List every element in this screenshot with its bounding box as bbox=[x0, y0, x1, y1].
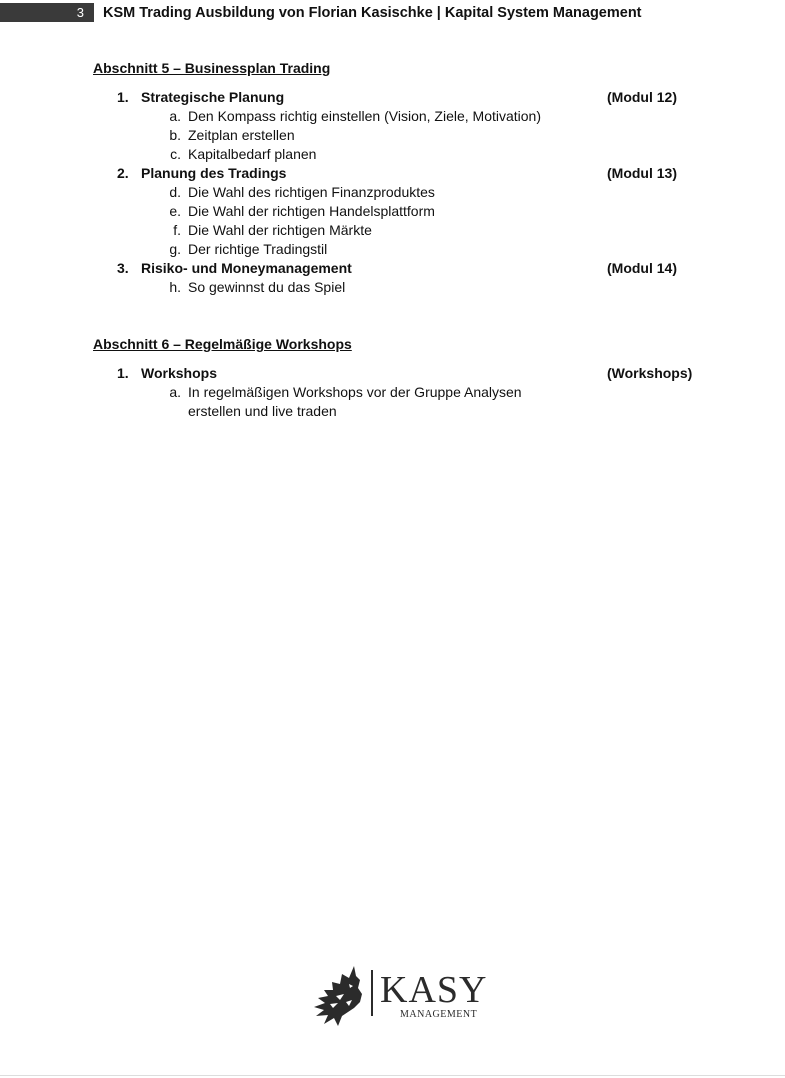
page-header bbox=[0, 3, 785, 23]
sub-item-text: erstellen und live traden bbox=[188, 403, 337, 419]
sub-item-text: Den Kompass richtig einstellen (Vision, Ziele, Motivation) bbox=[188, 108, 542, 124]
sub-list-item bbox=[93, 278, 713, 297]
sub-item-letter: g. bbox=[169, 241, 181, 257]
sub-list-item bbox=[93, 126, 713, 145]
sub-list-item bbox=[93, 107, 713, 126]
sub-item-text: Der richtige Tradingstil bbox=[188, 241, 328, 257]
section-title: Abschnitt 5 – Businessplan Trading bbox=[93, 60, 331, 76]
sub-item-text: Die Wahl der richtigen Märkte bbox=[188, 222, 372, 238]
item-module: (Workshops) bbox=[607, 365, 693, 381]
list-item bbox=[93, 364, 713, 383]
sub-item-letter: f. bbox=[173, 222, 181, 238]
sub-list-item bbox=[93, 202, 713, 221]
item-title: Strategische Planung bbox=[141, 89, 285, 105]
section-title: Abschnitt 6 – Regelmäßige Workshops bbox=[93, 336, 352, 352]
page-number: 3 bbox=[76, 5, 84, 20]
sub-item-text: Die Wahl der richtigen Handelsplattform bbox=[188, 203, 435, 219]
sub-list-item bbox=[93, 402, 713, 421]
item-number: 3. bbox=[117, 260, 129, 276]
item-title: Risiko- und Moneymanagement bbox=[141, 260, 352, 276]
sub-item-letter: e. bbox=[169, 203, 181, 219]
wolf-head-icon bbox=[302, 962, 368, 1028]
sub-list-item bbox=[93, 145, 713, 164]
footer-divider bbox=[0, 1075, 785, 1076]
item-module: (Modul 13) bbox=[607, 165, 677, 181]
item-number: 2. bbox=[117, 165, 129, 181]
sub-list-item bbox=[93, 240, 713, 259]
item-number: 1. bbox=[117, 365, 129, 381]
list-item bbox=[93, 88, 713, 107]
sub-item-text: In regelmäßigen Workshops vor der Gruppe Analysen bbox=[188, 384, 522, 400]
sub-item-text: Zeitplan erstellen bbox=[188, 127, 295, 143]
sub-item-letter: c. bbox=[170, 146, 181, 162]
section-5 bbox=[93, 59, 713, 297]
logo-subtitle: MANAGEMENT bbox=[400, 1009, 478, 1020]
list-item bbox=[93, 164, 713, 183]
logo-wordmark: KASY bbox=[380, 969, 488, 1011]
sub-item-letter: b. bbox=[169, 127, 181, 143]
sub-item-letter: d. bbox=[169, 184, 181, 200]
item-title: Workshops bbox=[141, 365, 217, 381]
sub-item-letter: a. bbox=[169, 108, 181, 124]
header-title: KSM Trading Ausbildung von Florian Kasischke | Kapital System Management bbox=[103, 5, 642, 21]
item-module: (Modul 12) bbox=[607, 89, 677, 105]
logo-divider bbox=[371, 970, 373, 1016]
section-6 bbox=[93, 335, 713, 421]
sub-list-item bbox=[93, 383, 713, 402]
page-number-box bbox=[0, 3, 94, 22]
list-item bbox=[93, 259, 713, 278]
sub-item-text: Kapitalbedarf planen bbox=[188, 146, 317, 162]
kasy-logo bbox=[302, 960, 488, 1030]
item-module: (Modul 14) bbox=[607, 260, 677, 276]
sub-item-letter: h. bbox=[169, 279, 181, 295]
sub-item-text: So gewinnst du das Spiel bbox=[188, 279, 346, 295]
sub-list-item bbox=[93, 221, 713, 240]
item-title: Planung des Tradings bbox=[141, 165, 287, 181]
sub-item-text: Die Wahl des richtigen Finanzproduktes bbox=[188, 184, 435, 200]
item-number: 1. bbox=[117, 89, 129, 105]
sub-item-letter: a. bbox=[169, 384, 181, 400]
sub-list-item bbox=[93, 183, 713, 202]
